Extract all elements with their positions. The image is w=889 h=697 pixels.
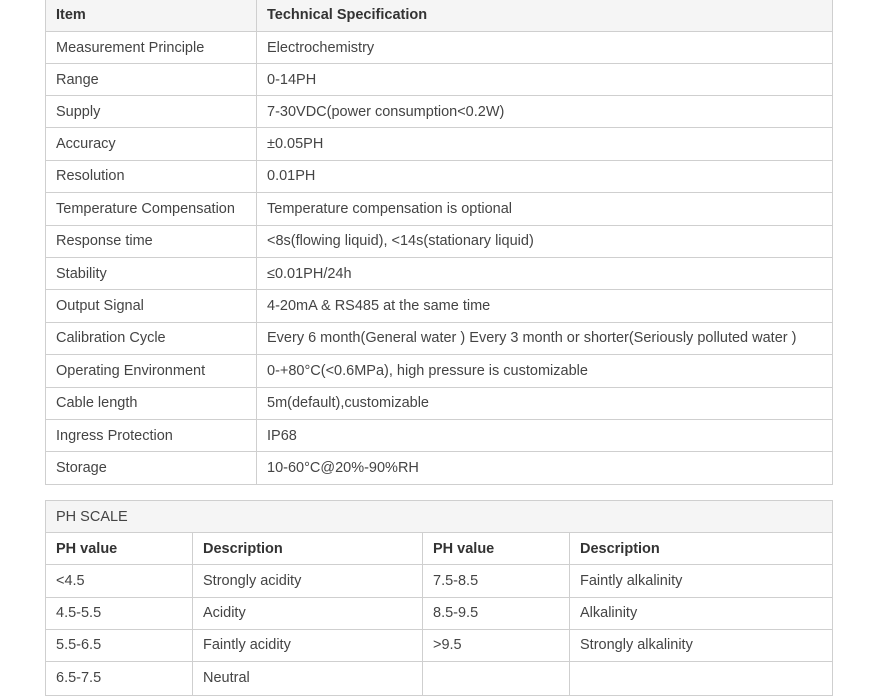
ph-scale-title: PH SCALE: [46, 501, 833, 533]
description-cell: Faintly acidity: [193, 629, 423, 661]
spec-item-label: Stability: [46, 257, 257, 289]
spec-item-label: Resolution: [46, 160, 257, 192]
spec-item-label: Cable length: [46, 387, 257, 419]
description-header: Description: [570, 533, 833, 565]
table-row: [46, 419, 833, 451]
spec-item-label: Measurement Principle: [46, 32, 257, 64]
table-row: [46, 96, 833, 128]
spec-item-label: Output Signal: [46, 290, 257, 322]
spec-item-label: Operating Environment: [46, 355, 257, 387]
table-row: [46, 128, 833, 160]
spec-item-value: 4-20mA & RS485 at the same time: [257, 290, 833, 322]
item-column-header: Item: [46, 0, 257, 32]
technical-specification-table: [45, 0, 833, 485]
table-row: [46, 565, 833, 597]
description-header: Description: [193, 533, 423, 565]
spec-item-label: Supply: [46, 96, 257, 128]
table-row: [46, 193, 833, 225]
spec-item-label: Calibration Cycle: [46, 322, 257, 354]
spec-item-value: 0-+80°C(<0.6MPa), high pressure is customizable: [257, 355, 833, 387]
spec-item-label: Range: [46, 64, 257, 96]
spec-item-value: ≤0.01PH/24h: [257, 257, 833, 289]
spec-item-label: Ingress Protection: [46, 419, 257, 451]
ph-scale-table: [45, 500, 833, 696]
table-row: [46, 160, 833, 192]
spec-item-value: IP68: [257, 419, 833, 451]
description-cell: [570, 661, 833, 695]
spec-header-row: [46, 0, 833, 32]
spec-column-header: Technical Specification: [257, 0, 833, 32]
table-row: [46, 32, 833, 64]
spec-item-value: Electrochemistry: [257, 32, 833, 64]
ph-value-cell: [423, 661, 570, 695]
spec-item-label: Accuracy: [46, 128, 257, 160]
table-row: [46, 387, 833, 419]
spec-item-value: 0-14PH: [257, 64, 833, 96]
ph-value-header: PH value: [46, 533, 193, 565]
spec-item-value: 5m(default),customizable: [257, 387, 833, 419]
description-cell: Alkalinity: [570, 597, 833, 629]
spec-item-value: Temperature compensation is optional: [257, 193, 833, 225]
ph-value-cell: >9.5: [423, 629, 570, 661]
spec-item-label: Response time: [46, 225, 257, 257]
table-row: [46, 629, 833, 661]
table-row: [46, 225, 833, 257]
description-cell: Faintly alkalinity: [570, 565, 833, 597]
ph-value-cell: <4.5: [46, 565, 193, 597]
ph-value-cell: 5.5-6.5: [46, 629, 193, 661]
spec-item-value: 10-60°C@20%-90%RH: [257, 452, 833, 484]
table-row: [46, 64, 833, 96]
spec-item-value: 0.01PH: [257, 160, 833, 192]
spec-item-value: ±0.05PH: [257, 128, 833, 160]
table-row: [46, 355, 833, 387]
spec-item-value: <8s(flowing liquid), <14s(stationary liquid): [257, 225, 833, 257]
ph-value-header: PH value: [423, 533, 570, 565]
ph-scale-header-row: [46, 533, 833, 565]
description-cell: Strongly acidity: [193, 565, 423, 597]
spec-item-value: Every 6 month(General water ) Every 3 month or shorter(Seriously polluted water ): [257, 322, 833, 354]
description-cell: Strongly alkalinity: [570, 629, 833, 661]
table-row: [46, 290, 833, 322]
table-row: [46, 661, 833, 695]
ph-value-cell: 8.5-9.5: [423, 597, 570, 629]
ph-value-cell: 4.5-5.5: [46, 597, 193, 629]
spec-item-label: Storage: [46, 452, 257, 484]
ph-value-cell: 6.5-7.5: [46, 661, 193, 695]
description-cell: Acidity: [193, 597, 423, 629]
table-row: [46, 322, 833, 354]
table-row: [46, 597, 833, 629]
table-row: [46, 257, 833, 289]
spec-item-value: 7-30VDC(power consumption<0.2W): [257, 96, 833, 128]
table-row: [46, 452, 833, 484]
ph-scale-title-row: [46, 501, 833, 533]
spec-item-label: Temperature Compensation: [46, 193, 257, 225]
description-cell: Neutral: [193, 661, 423, 695]
ph-value-cell: 7.5-8.5: [423, 565, 570, 597]
